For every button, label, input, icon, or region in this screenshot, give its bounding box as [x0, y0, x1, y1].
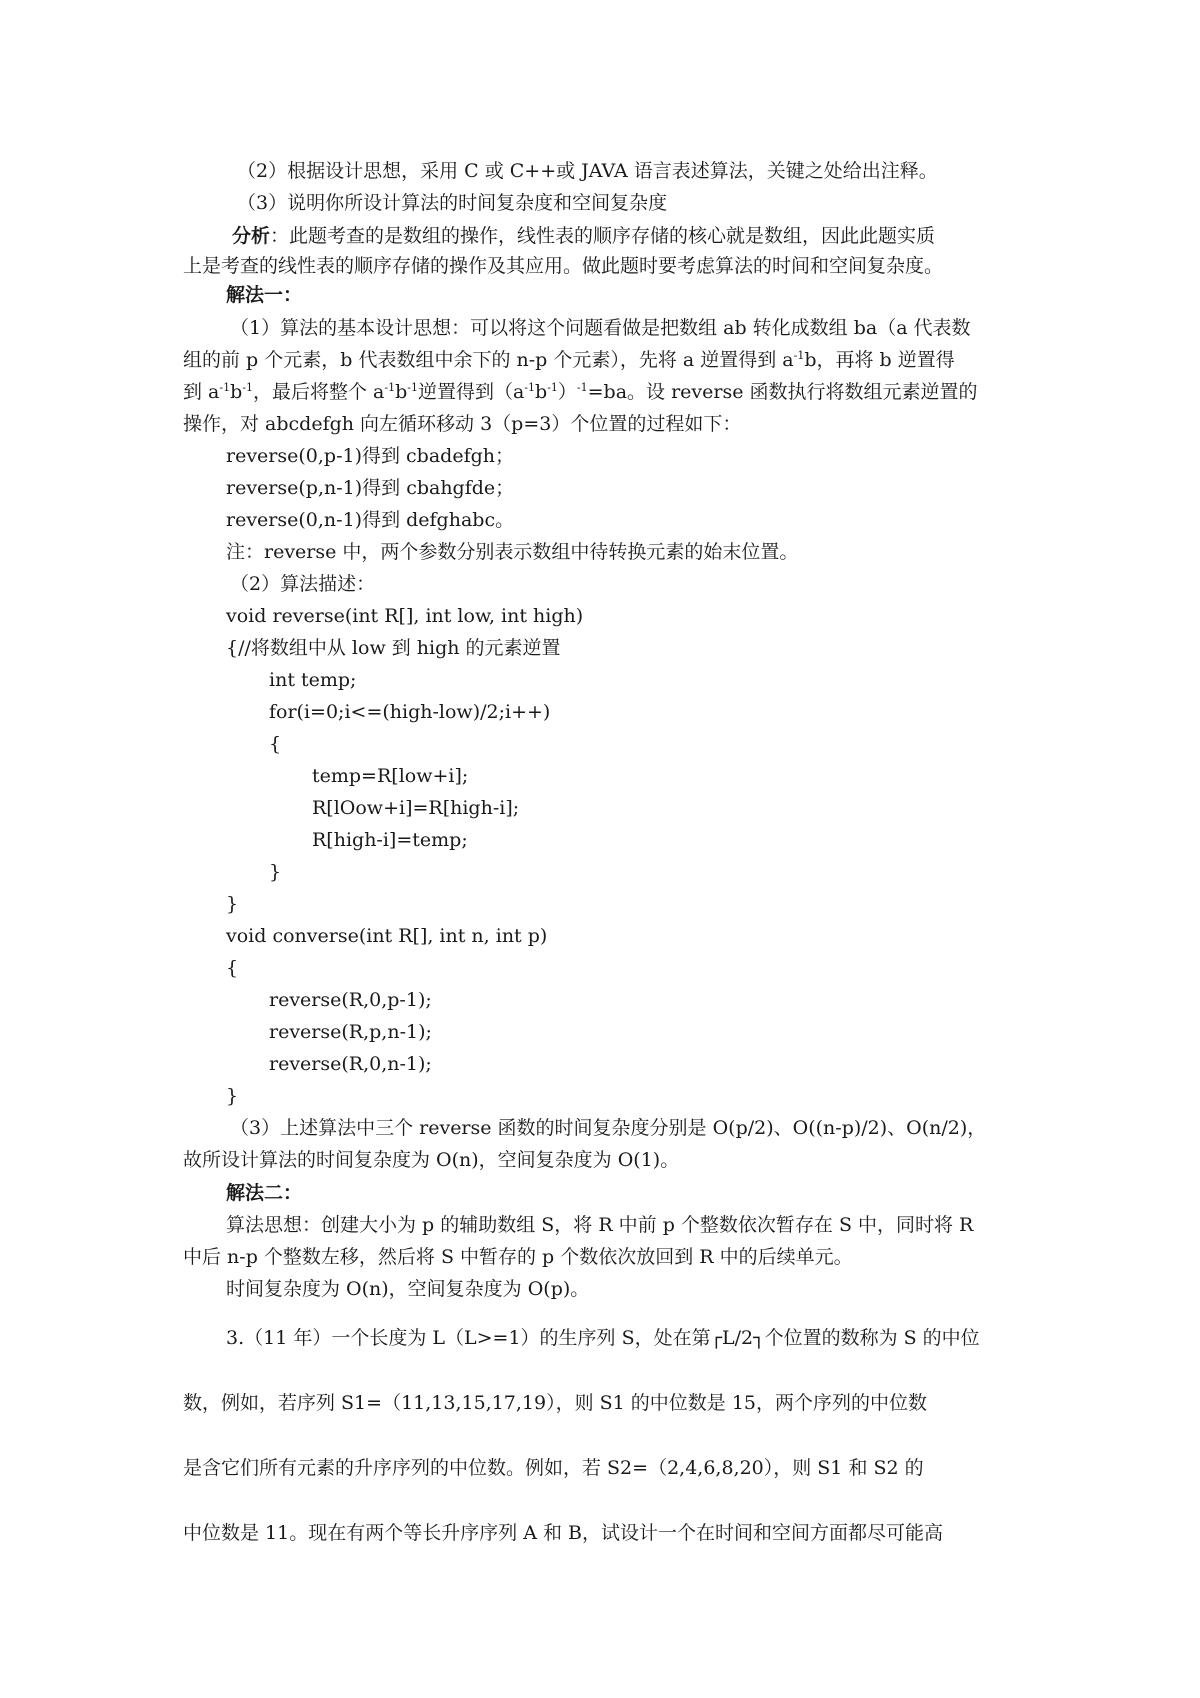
superscript: -1 [524, 381, 536, 394]
method-2-line-c: 时间复杂度为 O(n)，空间复杂度为 O(p)。 [226, 1278, 590, 1300]
superscript: -1 [219, 381, 231, 394]
code-line: } [226, 893, 239, 915]
code-line: {//将数组中从 low 到 high 的元素逆置 [226, 637, 561, 659]
method-1-p2: （2）算法描述： [230, 573, 376, 595]
method-1-p1-line-b [183, 347, 955, 373]
text: b [535, 381, 548, 403]
code-line: R[high-i]=temp; [312, 829, 468, 851]
analysis-label: 分析 [232, 225, 271, 247]
method-2-line-b: 中后 n-p 个整数左移，然后将 S 中暂存的 p 个数依次放回到 R 中的后续单元。 [183, 1246, 853, 1268]
analysis-line-2: 上是考查的线性表的顺序存储的操作及其应用。做此题时要考虑算法的时间和空间复杂度。 [183, 255, 944, 277]
method-1-heading: 解法一： [226, 284, 303, 306]
question-3-title-line-1: 3.（11 年）一个长度为 L（L>=1）的生序列 S，处在第┌L/2┐个位置的数称为 S 的中位 [226, 1327, 980, 1349]
superscript: -1 [576, 381, 588, 394]
code-line: reverse(R,0,n-1); [269, 1053, 432, 1075]
text: ） [557, 381, 577, 403]
question-2-line: （2）根据设计思想，采用 C 或 C++或 JAVA 语言表述算法，关键之处给出注释。 [237, 160, 938, 182]
question-3-title-line-3: 是含它们所有元素的升序序列的中位数。例如，若 S2=（2,4,6,8,20），则 S1 和 S2 的 [183, 1457, 924, 1479]
question-3-line: （3）说明你所设计算法的时间复杂度和空间复杂度 [237, 192, 668, 214]
text: =ba。设 reverse 函数执行将数组元素逆置的 [587, 381, 978, 403]
question-3-title-line-2: 数，例如，若序列 S1=（11,13,15,17,19），则 S1 的中位数是 15，两个序列的中位数 [183, 1392, 928, 1414]
code-line: R[lOow+i]=R[high-i]; [312, 797, 520, 819]
analysis-line-1 [232, 223, 935, 249]
method-2-line-a: 算法思想：创建大小为 p 的辅助数组 S，将 R 中前 p 个整数依次暂存在 S 中，同时将 R [226, 1214, 974, 1236]
code-line: { [269, 733, 282, 755]
method-1-p3-line-b: 故所设计算法的时间复杂度为 O(n)，空间复杂度为 O(1)。 [183, 1149, 680, 1171]
text: ，最后将整个 a [252, 381, 385, 403]
reverse-step-2: reverse(p,n-1)得到 cbahgfde； [226, 477, 515, 499]
superscript: -1 [547, 381, 558, 394]
reverse-step-3: reverse(0,n-1)得到 defghabc。 [226, 509, 515, 531]
method-1-p1-line-c [183, 379, 978, 405]
analysis-text: ：此题考查的是数组的操作，线性表的顺序存储的核心就是数组，因此此题实质 [270, 225, 936, 247]
text: b，再将 b 逆置得 [804, 349, 955, 371]
superscript: -1 [384, 381, 396, 394]
superscript: -1 [407, 381, 418, 394]
text: b [395, 381, 408, 403]
code-line: void reverse(int R[], int low, int high) [226, 605, 584, 627]
code-line: reverse(R,0,p-1); [269, 989, 432, 1011]
method-1-p1-line-d: 操作，对 abcdefgh 向左循环移动 3（p=3）个位置的过程如下： [183, 413, 742, 435]
method-1-p1-line-a: （1）算法的基本设计思想：可以将这个问题看做是把数组 ab 转化成数组 ba（a 代表数 [230, 317, 971, 339]
code-line: { [226, 957, 239, 979]
reverse-step-1: reverse(0,p-1)得到 cbadefgh； [226, 445, 515, 467]
text: b [230, 381, 243, 403]
text: 组的前 p 个元素，b 代表数组中余下的 n-p 个元素），先将 a 逆置得到 a [183, 349, 794, 371]
question-3-title-line-4: 中位数是 11。现在有两个等长升序序列 A 和 B，试设计一个在时间和空间方面都尽可能高 [183, 1522, 944, 1544]
superscript: -1 [793, 349, 805, 362]
code-line: for(i=0;i<=(high-low)/2;i++) [269, 701, 551, 723]
reverse-note: 注：reverse 中，两个参数分别表示数组中待转换元素的始末位置。 [226, 541, 799, 563]
code-line: } [226, 1085, 239, 1107]
method-2-heading: 解法二： [226, 1182, 303, 1204]
code-line: reverse(R,p,n-1); [269, 1021, 432, 1043]
method-1-p3-line-a: （3）上述算法中三个 reverse 函数的时间复杂度分别是 O(p/2)、O((n-p)/2)、O(n/2)， [230, 1117, 987, 1139]
superscript: -1 [242, 381, 253, 394]
text: 逆置得到（a [417, 381, 525, 403]
text: 到 a [183, 381, 220, 403]
code-line: temp=R[low+i]; [312, 765, 469, 787]
code-line: void converse(int R[], int n, int p) [226, 925, 548, 947]
code-line: int temp; [269, 669, 357, 691]
code-line: } [269, 861, 282, 883]
